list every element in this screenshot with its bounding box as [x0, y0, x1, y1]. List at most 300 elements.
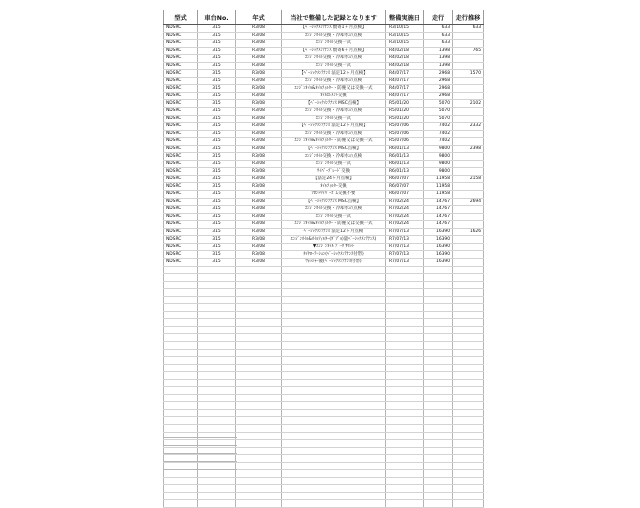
- header-chassis-no: 車台No.: [198, 10, 236, 25]
- empty-cell: [282, 281, 386, 289]
- cell-chassis-no: 315: [198, 258, 236, 266]
- empty-cell: [424, 409, 453, 417]
- cell-chassis-no: 315: [198, 130, 236, 138]
- empty-cell: [424, 357, 453, 365]
- cell-mileage-change: [453, 221, 484, 229]
- cell-chassis-no: 315: [198, 145, 236, 153]
- empty-cell: [282, 304, 386, 312]
- empty-cell: [453, 394, 484, 402]
- empty-cell: [198, 485, 236, 493]
- cell-model: NDSRC: [164, 55, 198, 63]
- empty-cell: [198, 296, 236, 304]
- empty-cell: [386, 424, 424, 432]
- empty-cell: [282, 349, 386, 357]
- empty-cell: [386, 455, 424, 463]
- cell-year: R3/08: [236, 160, 282, 168]
- cell-chassis-no: 315: [198, 32, 236, 40]
- cell-mileage: 2968: [424, 85, 453, 93]
- cell-chassis-no: 315: [198, 40, 236, 48]
- cell-mileage-change: [453, 130, 484, 138]
- cell-service-date: R4/07/17: [386, 77, 424, 85]
- empty-cell: [282, 289, 386, 297]
- cell-chassis-no: 315: [198, 123, 236, 131]
- empty-cell: [236, 372, 282, 380]
- cell-model: NDSRC: [164, 258, 198, 266]
- empty-cell: [236, 326, 282, 334]
- empty-cell: [164, 485, 198, 493]
- empty-cell: [386, 296, 424, 304]
- empty-cell: [282, 341, 386, 349]
- empty-cell: [453, 440, 484, 448]
- empty-cell: [386, 492, 424, 500]
- empty-cell: [282, 334, 386, 342]
- cell-service-date: R6/01/13: [386, 168, 424, 176]
- cell-mileage: 9800: [424, 168, 453, 176]
- empty-cell: [424, 417, 453, 425]
- cell-chassis-no: 315: [198, 221, 236, 229]
- cell-year: R3/08: [236, 213, 282, 221]
- empty-cell: [453, 319, 484, 327]
- cell-content: 【ﾍﾞｰｼｯｸﾒﾝﾃﾅﾝｽ MSC点検】: [282, 198, 386, 206]
- cell-content: 【ﾍﾞｰｼｯｸﾒﾝﾃﾅﾝｽ 法定12ヶ月点検】: [282, 123, 386, 131]
- cell-chassis-no: 315: [198, 92, 236, 100]
- empty-cell: [453, 424, 484, 432]
- cell-content: ﾍﾞｰｼｯｸﾒﾝﾃﾅﾝｽ 法定12ヶ月点検: [282, 228, 386, 236]
- empty-row: [164, 304, 484, 312]
- empty-cell: [424, 394, 453, 402]
- cell-chassis-no: 315: [198, 153, 236, 161]
- cell-mileage: 5070: [424, 115, 453, 123]
- cell-year: R3/08: [236, 153, 282, 161]
- empty-cell: [453, 304, 484, 312]
- cell-year: R3/08: [236, 115, 282, 123]
- cell-mileage-change: 2332: [453, 123, 484, 131]
- empty-cell: [424, 447, 453, 455]
- cell-model: NDSRC: [164, 25, 198, 33]
- table-row: [164, 183, 484, 191]
- table-row: [164, 32, 484, 40]
- empty-cell: [164, 311, 198, 319]
- empty-cell: [236, 402, 282, 410]
- cell-year: R3/08: [236, 32, 282, 40]
- empty-cell: [236, 470, 282, 478]
- cell-mileage: 633: [424, 32, 453, 40]
- empty-cell: [386, 500, 424, 508]
- empty-row: [164, 357, 484, 365]
- empty-cell: [236, 296, 282, 304]
- cell-year: R3/08: [236, 85, 282, 93]
- empty-cell: [164, 357, 198, 365]
- empty-cell: [386, 266, 424, 274]
- cell-year: R3/08: [236, 145, 282, 153]
- empty-cell: [236, 394, 282, 402]
- cell-mileage-change: 1570: [453, 70, 484, 78]
- empty-row: [164, 319, 484, 327]
- empty-cell: [236, 289, 282, 297]
- cell-mileage: 11958: [424, 183, 453, 191]
- cell-mileage-change: 633: [453, 25, 484, 33]
- empty-cell: [282, 409, 386, 417]
- empty-cell: [424, 266, 453, 274]
- cell-mileage: 2968: [424, 70, 453, 78]
- cell-year: R3/08: [236, 191, 282, 199]
- cell-mileage: 1398: [424, 55, 453, 63]
- table-row: [164, 198, 484, 206]
- empty-cell: [236, 341, 282, 349]
- empty-cell: [282, 500, 386, 508]
- empty-cell: [198, 311, 236, 319]
- cell-mileage-change: [453, 92, 484, 100]
- cell-model: NDSRC: [164, 70, 198, 78]
- cell-model: NDSRC: [164, 115, 198, 123]
- cell-service-date: R7/07/13: [386, 228, 424, 236]
- empty-cell: [424, 387, 453, 395]
- cell-content: ｳｫｯｼｬｰ液(ﾍﾞｰｼｯｸﾒﾝﾃﾅﾝｽ付帯): [282, 258, 386, 266]
- cell-model: NDSRC: [164, 100, 198, 108]
- cell-content: ﾌﾛﾝﾄﾜｲﾊﾟｰｺﾞﾑ交換不要: [282, 191, 386, 199]
- cell-mileage-change: 2102: [453, 100, 484, 108]
- empty-row: [164, 394, 484, 402]
- empty-cell: [236, 311, 282, 319]
- cell-year: R3/08: [236, 236, 282, 244]
- empty-cell: [198, 281, 236, 289]
- cell-mileage-change: [453, 191, 484, 199]
- cell-mileage: 7402: [424, 138, 453, 146]
- maintenance-table: [163, 10, 484, 508]
- table-row: [164, 221, 484, 229]
- cell-model: NDSRC: [164, 243, 198, 251]
- cell-year: R3/08: [236, 100, 282, 108]
- cell-mileage: 9800: [424, 153, 453, 161]
- cell-service-date: R6/07/07: [386, 175, 424, 183]
- empty-cell: [236, 485, 282, 493]
- empty-row: [164, 311, 484, 319]
- grid-line: [163, 469, 237, 477]
- table-row: [164, 40, 484, 48]
- cell-service-date: R6/01/13: [386, 145, 424, 153]
- table-row: [164, 62, 484, 70]
- empty-cell: [453, 402, 484, 410]
- empty-cell: [198, 319, 236, 327]
- empty-cell: [236, 447, 282, 455]
- cell-mileage-change: [453, 213, 484, 221]
- empty-cell: [236, 477, 282, 485]
- empty-cell: [198, 349, 236, 357]
- empty-cell: [164, 319, 198, 327]
- empty-cell: [282, 455, 386, 463]
- cell-chassis-no: 315: [198, 55, 236, 63]
- cell-year: R3/08: [236, 258, 282, 266]
- cell-content: ｴﾝｼﾞﾝｵｲﾙ交換・冷却水の点検: [282, 130, 386, 138]
- cell-chassis-no: 315: [198, 168, 236, 176]
- cell-service-date: R3/10/15: [386, 40, 424, 48]
- table-row: [164, 108, 484, 116]
- cell-model: NDSRC: [164, 198, 198, 206]
- cell-year: R3/08: [236, 40, 282, 48]
- cell-model: NDSRC: [164, 123, 198, 131]
- cell-mileage: 14767: [424, 198, 453, 206]
- cell-mileage: 14767: [424, 221, 453, 229]
- empty-cell: [424, 334, 453, 342]
- cell-content: 【ﾍﾞｰｼｯｸﾒﾝﾃﾅﾝｽ 法定12ヶ月点検】: [282, 70, 386, 78]
- bottom-grid-lines: [163, 437, 237, 477]
- cell-chassis-no: 315: [198, 206, 236, 214]
- empty-row: [164, 372, 484, 380]
- empty-cell: [386, 289, 424, 297]
- cell-chassis-no: 315: [198, 70, 236, 78]
- table-row: [164, 92, 484, 100]
- cell-mileage-change: [453, 206, 484, 214]
- cell-mileage: 1398: [424, 62, 453, 70]
- cell-content: ｵｲﾙﾌｨﾙﾀｰ交換: [282, 183, 386, 191]
- empty-cell: [236, 364, 282, 372]
- empty-cell: [164, 266, 198, 274]
- empty-cell: [424, 455, 453, 463]
- empty-cell: [453, 379, 484, 387]
- table-row: [164, 236, 484, 244]
- cell-mileage-change: [453, 258, 484, 266]
- cell-mileage-change: [453, 251, 484, 259]
- empty-row: [164, 274, 484, 282]
- cell-mileage: 11958: [424, 191, 453, 199]
- empty-cell: [282, 379, 386, 387]
- cell-chassis-no: 315: [198, 228, 236, 236]
- empty-cell: [198, 326, 236, 334]
- cell-mileage-change: 2398: [453, 145, 484, 153]
- empty-cell: [453, 349, 484, 357]
- cell-chassis-no: 315: [198, 191, 236, 199]
- empty-cell: [282, 447, 386, 455]
- empty-cell: [198, 364, 236, 372]
- empty-cell: [424, 341, 453, 349]
- empty-cell: [282, 266, 386, 274]
- empty-cell: [282, 440, 386, 448]
- cell-mileage-change: 765: [453, 47, 484, 55]
- cell-mileage: 16390: [424, 258, 453, 266]
- empty-cell: [424, 289, 453, 297]
- cell-model: NDSRC: [164, 130, 198, 138]
- empty-cell: [386, 432, 424, 440]
- empty-cell: [198, 409, 236, 417]
- cell-content: ｴﾝｼﾞﾝｵｲﾙ交換・冷却水の点検: [282, 153, 386, 161]
- cell-year: R3/08: [236, 55, 282, 63]
- cell-chassis-no: 315: [198, 77, 236, 85]
- cell-chassis-no: 315: [198, 213, 236, 221]
- cell-year: R3/08: [236, 243, 282, 251]
- empty-cell: [453, 387, 484, 395]
- empty-cell: [424, 402, 453, 410]
- table-row: [164, 47, 484, 55]
- cell-model: NDSRC: [164, 153, 198, 161]
- empty-row: [164, 492, 484, 500]
- empty-cell: [453, 462, 484, 470]
- empty-cell: [453, 372, 484, 380]
- empty-cell: [236, 334, 282, 342]
- empty-cell: [453, 455, 484, 463]
- empty-cell: [236, 500, 282, 508]
- empty-cell: [198, 341, 236, 349]
- cell-service-date: R7/07/13: [386, 258, 424, 266]
- cell-year: R3/08: [236, 175, 282, 183]
- empty-cell: [198, 289, 236, 297]
- empty-cell: [424, 296, 453, 304]
- empty-cell: [164, 424, 198, 432]
- cell-content: ｴﾝｼﾞﾝｵｲﾙ交換・冷却水の点検: [282, 77, 386, 85]
- cell-model: NDSRC: [164, 40, 198, 48]
- empty-cell: [236, 409, 282, 417]
- table-row: [164, 145, 484, 153]
- table-row: [164, 77, 484, 85]
- empty-cell: [164, 296, 198, 304]
- empty-cell: [424, 281, 453, 289]
- cell-chassis-no: 315: [198, 108, 236, 116]
- table-row: [164, 213, 484, 221]
- empty-cell: [386, 349, 424, 357]
- empty-cell: [236, 492, 282, 500]
- empty-cell: [164, 349, 198, 357]
- cell-mileage-change: 1626: [453, 228, 484, 236]
- empty-cell: [386, 417, 424, 425]
- header-mileage: 走行: [424, 10, 453, 25]
- cell-mileage: 14767: [424, 213, 453, 221]
- empty-cell: [386, 364, 424, 372]
- cell-service-date: R5/01/20: [386, 115, 424, 123]
- cell-content: ﾜｲﾊﾟｰﾌﾞﾚｰﾄﾞ交換: [282, 168, 386, 176]
- cell-model: NDSRC: [164, 221, 198, 229]
- empty-cell: [282, 424, 386, 432]
- cell-year: R3/08: [236, 123, 282, 131]
- empty-cell: [282, 387, 386, 395]
- cell-year: R3/08: [236, 108, 282, 116]
- cell-service-date: R6/07/07: [386, 191, 424, 199]
- cell-chassis-no: 315: [198, 175, 236, 183]
- empty-cell: [236, 349, 282, 357]
- header-mileage-change: 走行推移: [453, 10, 484, 25]
- empty-cell: [198, 379, 236, 387]
- cell-chassis-no: 315: [198, 183, 236, 191]
- empty-cell: [424, 432, 453, 440]
- table-row: [164, 160, 484, 168]
- empty-cell: [424, 326, 453, 334]
- cell-model: NDSRC: [164, 228, 198, 236]
- cell-content: ｴﾝｼﾞﾝｵｲﾙ&ｵｲﾙﾌｨﾙﾀｰ・防塵又は交換一式: [282, 138, 386, 146]
- empty-cell: [236, 424, 282, 432]
- cell-year: R3/08: [236, 221, 282, 229]
- cell-content: ｴﾝｼﾞﾝｵｲﾙ交換一式: [282, 62, 386, 70]
- cell-year: R3/08: [236, 168, 282, 176]
- empty-cell: [453, 500, 484, 508]
- empty-cell: [282, 319, 386, 327]
- empty-cell: [198, 357, 236, 365]
- cell-chassis-no: 315: [198, 25, 236, 33]
- empty-row: [164, 289, 484, 297]
- empty-cell: [282, 477, 386, 485]
- empty-cell: [282, 372, 386, 380]
- cell-service-date: R7/07/13: [386, 251, 424, 259]
- table-row: [164, 175, 484, 183]
- empty-cell: [282, 296, 386, 304]
- cell-service-date: R6/07/07: [386, 183, 424, 191]
- cell-model: NDSRC: [164, 47, 198, 55]
- cell-mileage-change: [453, 62, 484, 70]
- empty-cell: [282, 470, 386, 478]
- cell-service-date: R4/07/17: [386, 70, 424, 78]
- table-row: [164, 258, 484, 266]
- cell-year: R3/08: [236, 70, 282, 78]
- empty-cell: [164, 492, 198, 500]
- empty-cell: [424, 364, 453, 372]
- cell-year: R3/08: [236, 47, 282, 55]
- grid-line: [163, 445, 237, 453]
- empty-cell: [164, 379, 198, 387]
- cell-model: NDSRC: [164, 62, 198, 70]
- empty-cell: [453, 281, 484, 289]
- cell-mileage: 1398: [424, 47, 453, 55]
- cell-mileage: 16390: [424, 251, 453, 259]
- empty-row: [164, 417, 484, 425]
- empty-cell: [236, 387, 282, 395]
- cell-mileage-change: [453, 115, 484, 123]
- cell-mileage-change: [453, 40, 484, 48]
- cell-mileage-change: [453, 160, 484, 168]
- empty-cell: [198, 402, 236, 410]
- empty-cell: [164, 477, 198, 485]
- cell-service-date: R5/01/20: [386, 108, 424, 116]
- cell-mileage: 2968: [424, 77, 453, 85]
- empty-cell: [236, 357, 282, 365]
- empty-cell: [236, 281, 282, 289]
- empty-cell: [386, 477, 424, 485]
- cell-mileage: 633: [424, 25, 453, 33]
- table-row: [164, 243, 484, 251]
- empty-row: [164, 364, 484, 372]
- table-row: [164, 251, 484, 259]
- empty-cell: [453, 334, 484, 342]
- empty-row: [164, 341, 484, 349]
- cell-chassis-no: 315: [198, 236, 236, 244]
- cell-mileage-change: 2694: [453, 198, 484, 206]
- empty-cell: [386, 372, 424, 380]
- empty-cell: [424, 485, 453, 493]
- cell-mileage: 2968: [424, 92, 453, 100]
- cell-chassis-no: 315: [198, 62, 236, 70]
- empty-cell: [198, 274, 236, 282]
- empty-row: [164, 334, 484, 342]
- table-row: [164, 168, 484, 176]
- empty-cell: [164, 341, 198, 349]
- cell-model: NDSRC: [164, 92, 198, 100]
- cell-content: 【法定24ヶ月点検】: [282, 175, 386, 183]
- empty-cell: [424, 304, 453, 312]
- empty-cell: [386, 281, 424, 289]
- cell-mileage-change: [453, 183, 484, 191]
- cell-model: NDSRC: [164, 168, 198, 176]
- empty-cell: [164, 326, 198, 334]
- empty-cell: [198, 387, 236, 395]
- empty-cell: [282, 364, 386, 372]
- cell-chassis-no: 315: [198, 198, 236, 206]
- empty-cell: [198, 372, 236, 380]
- empty-cell: [386, 311, 424, 319]
- empty-cell: [424, 440, 453, 448]
- empty-cell: [453, 289, 484, 297]
- empty-cell: [236, 440, 282, 448]
- empty-cell: [386, 447, 424, 455]
- cell-service-date: R5/07/06: [386, 123, 424, 131]
- cell-model: NDSRC: [164, 251, 198, 259]
- cell-service-date: R5/07/06: [386, 130, 424, 138]
- empty-cell: [453, 266, 484, 274]
